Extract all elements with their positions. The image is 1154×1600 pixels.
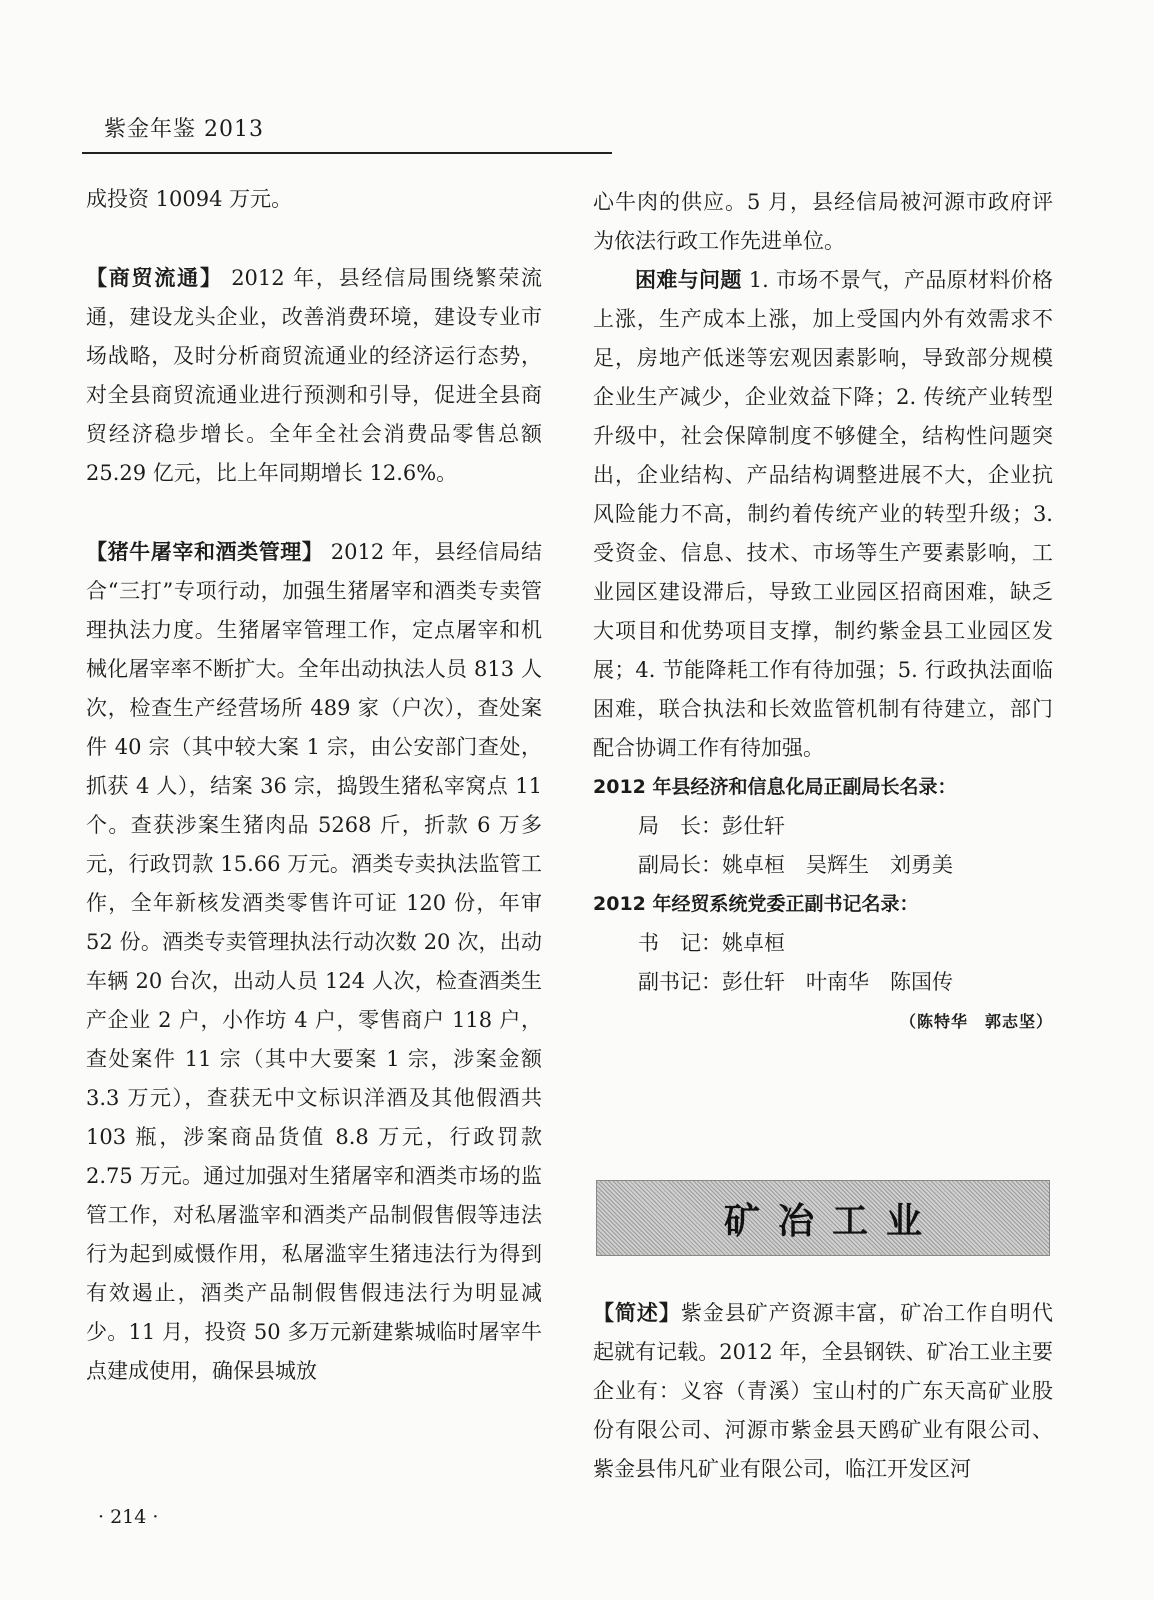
secretary-list-heading: 2012 年经贸系统党委正副书记名录： [593, 893, 919, 915]
section-slaughter-liquor [86, 533, 542, 1391]
paragraph-continued: 成投资 10094 万元。 [86, 187, 293, 211]
running-header-title: 紫金年鉴 2013 [104, 117, 264, 142]
director-list-heading: 2012 年县经济和信息化局正副局长名录： [593, 776, 957, 798]
right-column [593, 183, 1053, 1041]
chapter-banner [596, 1180, 1050, 1256]
problems-label: 困难与问题 [635, 268, 742, 292]
secretary-list-line: 书 记：姚卓桓 [638, 931, 785, 955]
chapter-banner-title: 矿冶工业 [723, 1200, 940, 1242]
page-number: · 214 · [98, 1506, 159, 1528]
header-rule [82, 152, 612, 154]
mining-section [593, 1294, 1053, 1489]
secretary-list-line: 副书记：彭仕轩 叶南华 陈国传 [638, 970, 953, 994]
director-list-line: 副局长：姚卓桓 吴辉生 刘勇美 [638, 853, 953, 877]
section-heading-slaughter-liquor: 【猪牛屠宰和酒类管理】 [86, 540, 324, 564]
section-mining-overview [593, 1294, 1053, 1489]
left-column [86, 180, 542, 1391]
paragraph-continued-right: 心牛肉的供应。5 月，县经信局被河源市政府评为依法行政工作先进单位。 [593, 190, 1053, 253]
problems-paragraph [593, 261, 1053, 768]
section-heading-overview: 【简述】 [593, 1301, 681, 1325]
section-text-slaughter-liquor: 2012 年，县经信局结合“三打”专项行动，加强生猪屠宰和酒类专卖管理执法力度。生猪屠宰管理工作，定点屠宰和机械化屠宰率不断扩大。全年出动执法人员 813 人次，检查生产经营场所 489 家（户次），查处案件 40 宗（其中较大案 1 宗，由公安部门查处，抓获 4 人），结案 36 宗，捣毁生猪私宰窝点 11 个。查获涉案生猪肉品 5268 斤，折款 6 万多元，行政罚款 15.66 万元。酒类专卖执法监管工作，全年新核发酒类零售许可证 120 份，年审 52 份。酒类专卖管理执法行动次数 20 次，出动车辆 20 台次，出动人员 124 人次，检查酒类生产企业 2 户，小作坊 4 户，零售商户 118 户，查处案件 11 宗（其中大要案 1 宗，涉案金额 3.3 万元），查获无中文标识洋酒及其他假酒共 103 瓶，涉案商品货值 8.8 万元，行政罚款 2.75 万元。通过加强对生猪屠宰和酒类市场的监管工作，对私屠滥宰和酒类产品制假售假等违法行为起到威慑作用，私屠滥宰生猪违法行为得到有效遏止，酒类产品制假售假违法行为明显减少。11 月，投资 50 多万元新建紫城临时屠宰牛点建成使用，确保县城放 [86, 540, 543, 1383]
section-commerce [86, 259, 542, 493]
problems-text: 1. 市场不景气，产品原材料价格上涨，生产成本上涨，加上受国内外有效需求不足，房地产低迷等宏观因素影响，导致部分规模企业生产减少，企业效益下降；2. 传统产业转型升级中，社会保障制度不够健全，结构性问题突出，企业结构、产品结构调整进展不大，企业抗风险能力不高，制约着传统产业的转型升级；3. 受资金、信息、技术、市场等生产要素影响，工业园区建设滞后，导致工业园区招商困难，缺乏大项目和优势项目支撑，制约紫金县工业园区发展；4. 节能降耗工作有待加强；5. 行政执法面临困难，联合执法和长效监管机制有待建立，部门配合协调工作有待加强。 [593, 268, 1054, 760]
author-credit: （陈特华 郭志坚） [899, 1012, 1053, 1031]
section-text-overview: 紫金县矿产资源丰富，矿冶工作自明代起就有记载。2012 年，全县钢铁、矿冶工业主要企业有：义容（青溪）宝山村的广东天高矿业股份有限公司、河源市紫金县天鸥矿业有限公司、紫金县伟凡矿业有限公司，临江开发区河 [593, 1301, 1054, 1481]
section-heading-commerce: 【商贸流通】 [86, 266, 223, 290]
director-list-line: 局 长：彭仕轩 [638, 814, 785, 838]
section-text-commerce: 2012 年，县经信局围绕繁荣流通，建设龙头企业，改善消费环境，建设专业市场战略，及时分析商贸流通业的经济运行态势，对全县商贸流通业进行预测和引导，促进全县商贸经济稳步增长。全年全社会消费品零售总额 25.29 亿元，比上年同期增长 12.6%。 [86, 266, 542, 485]
